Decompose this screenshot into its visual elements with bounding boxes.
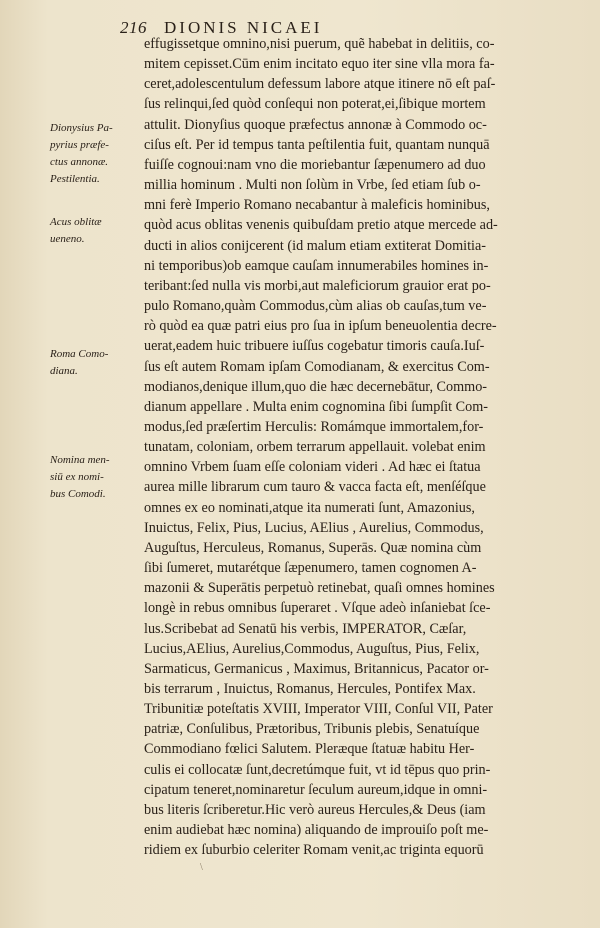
running-title: DIONIS NICAEI	[164, 18, 323, 37]
marginal-note-nomina	[50, 452, 140, 503]
text-line: enim audiebat hæc nomina) aliquando de improuiſo poſt me-	[144, 822, 489, 839]
marginal-note-roma	[50, 346, 140, 380]
text-line: longè in rebus omnibus ſuperaret . Vſque adeò inſaniebat ſce-	[144, 600, 491, 617]
text-line: rò quòd ea quæ patri eius pro ſua in ipſum beneuolentia decre-	[144, 318, 497, 335]
marginal-note-line: pyrius præfe-	[50, 139, 109, 151]
marginal-note-line: Nomina men-	[50, 454, 110, 466]
marginal-note-line: Pestilentia.	[50, 173, 100, 185]
marginal-note-line: diana.	[50, 365, 78, 377]
text-line: ceret,adolescentulum defessum labore atque itinere nō eſt paſ-	[144, 76, 496, 93]
text-line: bis terrarum , Inuictus, Romanus, Hercules, Pontifex Max.	[144, 681, 476, 697]
marginal-note-line: bus Comodi.	[50, 488, 106, 500]
text-line: tunatam, coloniam, orbem terrarum appellauit. volebat enim	[144, 439, 486, 456]
text-line: Sarmaticus, Germanicus , Maximus, Britannicus, Pacator or-	[144, 660, 489, 677]
marginal-note-line: Dionysius Pa-	[50, 122, 113, 134]
marginal-note-line: Acus oblitæ	[50, 216, 102, 228]
page-number: 216	[120, 18, 147, 37]
main-text-block	[144, 34, 554, 860]
text-line: omnes ex eo nominati,atque ita numerati ſunt, Amazonius,	[144, 499, 475, 516]
text-line: ciſus eſt. Per id tempus tanta peſtilentia fuit, quantam nunquā	[144, 136, 490, 153]
ink-blemish: \	[200, 862, 203, 873]
text-line: ſus relinqui,ſed quòd conſequi non poterat,ei,ſibique mortem	[144, 96, 486, 113]
marginal-note-line: ueneno.	[50, 233, 85, 245]
marginal-note-acus	[50, 214, 140, 248]
text-line: dianum appellare . Multa enim cognomina ſibi ſumpſit Com-	[144, 398, 488, 415]
marginal-note-dionysius	[50, 120, 140, 188]
text-line: culis ei collocatæ ſunt,decretúmque fuit, vt id tēpus quo prin-	[144, 761, 491, 778]
text-line: Tribunitiæ poteſtatis XVIII, Imperator VIII, Conſul VII, Pater	[144, 701, 493, 718]
text-line: teribant:ſed nulla vis morbi,aut maleficiorum grauior erat po-	[144, 277, 491, 294]
text-line: mitem cepisset.Cūm enim incitato equo iter sine vlla mora fa-	[144, 56, 495, 73]
text-line: lus.Scribebat ad Senatū his verbis, IMPERATOR, Cæſar,	[144, 620, 467, 637]
marginal-note-line: siū ex nomi-	[50, 471, 104, 483]
text-line: attulit. Dionyſius quoque præfectus annonæ à Commodo oc-	[144, 116, 487, 133]
text-line: effugissetque omnino,nisi puerum, quẽ habebat in delitiis, co-	[144, 36, 495, 52]
text-line: ducti in alios conijcerent (id malum etiam extiterat Domitia-	[144, 237, 486, 254]
text-line: Commodiano fœlici Salutem. Pleræque ſtatuæ habitu Her-	[144, 741, 475, 758]
text-line: pulo Romano,quàm Commodus,cùm alias ob cauſas,tum ve-	[144, 298, 487, 315]
text-line: ni temporibus)ob eamque cauſam innumerabiles homines in-	[144, 257, 489, 274]
text-line: Lucius,AElius, Aurelius,Commodus, Auguſtus, Pius, Felix,	[144, 640, 480, 657]
text-line: omnino Vrbem ſuam eſſe coloniam videri . Ad hæc ei ſtatua	[144, 459, 481, 476]
text-line: bus literis ſcriberetur.Hic verò aureus Hercules,& Deus (iam	[144, 801, 486, 818]
text-line: ſus eſt autem Romam ipſam Comodianam, & exercitus Com-	[144, 358, 490, 375]
marginal-note-line: ctus annonæ.	[50, 156, 109, 168]
text-line: modianos,denique illum,quo die hæc decernebātur, Commo-	[144, 378, 488, 395]
text-line: patriæ, Conſulibus, Prætoribus, Tribunis plebis, Senatuíque	[144, 721, 480, 738]
text-line: mni ferè Imperio Romano necabantur à maleficis hominibus,	[144, 197, 490, 214]
text-line: cipatum teneret,nominaretur ſeculum aureum,idque in omni-	[144, 781, 488, 798]
text-line: quòd acus oblitas venenis quibuſdam pretio atque mercede ad-	[144, 217, 498, 234]
marginal-note-line: Roma Como-	[50, 348, 109, 360]
text-line: Inuictus, Felix, Pius, Lucius, AElius , Aurelius, Commodus,	[144, 519, 484, 536]
text-line: mazonii & Superātis perpetuò retinebat, quaſi omnes homines	[144, 580, 495, 597]
text-line: ridiem ex ſuburbio celeriter Romam venit,ac triginta equorū	[144, 842, 484, 859]
text-line: aurea mille librarum cum tauro & vacca facta eſt, menſéſque	[144, 479, 486, 496]
text-line: Auguſtus, Herculeus, Romanus, Superās. Quæ nomina cùm	[144, 539, 482, 556]
text-line: millia hominum . Multi non ſolùm in Vrbe, ſed etiam ſub o-	[144, 177, 481, 194]
text-line: modus,ſed præſertim Herculis: Romámque immortalem,for-	[144, 418, 484, 435]
text-line: ſibi ſumeret, mutarétque ſæpenumero, tamen cognomen A-	[144, 560, 477, 577]
text-line: fuiſſe cognoui:nam vno die moriebantur ſæpenumero ad duo	[144, 156, 486, 173]
text-line: uerat,eadem huic tribuere iuſſus cogebatur timoris cauſa.Iuſ-	[144, 338, 485, 355]
